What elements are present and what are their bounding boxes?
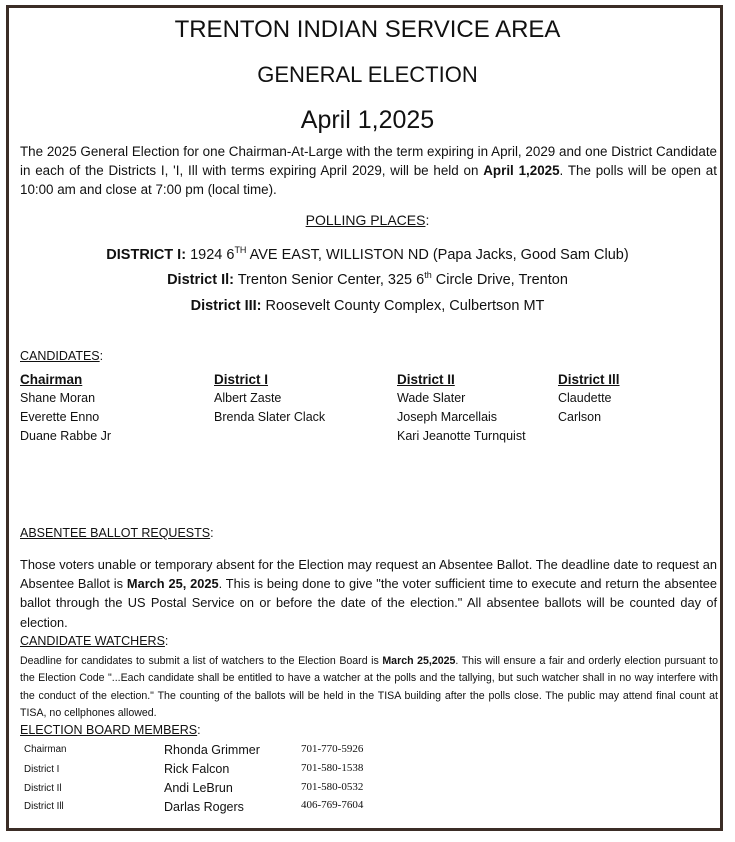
polling-colon: : — [425, 212, 430, 228]
district-2-sup: th — [424, 270, 432, 280]
polling-heading-text: POLLING PLACES — [305, 212, 426, 228]
board-name: Rhonda Grimmer — [164, 743, 260, 757]
candidate-name: Kari Jeanotte Turnquist — [397, 429, 526, 443]
header-title: TRENTON INDIAN SERVICE AREA — [174, 16, 561, 43]
polling-district-2 — [0, 270, 735, 288]
candidates-district-1-column — [214, 370, 325, 427]
board-colon: : — [197, 723, 201, 737]
candidates-district-3-column — [558, 370, 620, 427]
board-row — [0, 761, 735, 780]
candidate-name: Albert Zaste — [214, 391, 282, 405]
board-role: District Ill — [24, 801, 64, 812]
district-1-sup: TH — [234, 245, 247, 255]
absentee-label-text: ABSENTEE BALLOT REQUESTS — [20, 526, 211, 540]
polling-district-1 — [0, 245, 735, 263]
board-phone: 701-770-5926 — [301, 743, 364, 755]
board-name: Andi LeBrun — [164, 781, 233, 795]
intro-text-end: . The polls will be open at 10:00 am and close at 7:00 pm (local time). — [20, 163, 717, 197]
board-label — [20, 723, 201, 737]
district-1-address: AVE EAST, WILLISTON ND (Papa Jacks, Good Sam Club) — [246, 247, 629, 263]
column-heading: District II — [397, 372, 455, 387]
column-heading: District I — [214, 372, 269, 387]
board-phone: 701-580-1538 — [301, 762, 364, 774]
district-1-number: 1924 6 — [190, 247, 235, 263]
board-phone: 701-580-0532 — [301, 781, 364, 793]
board-row — [0, 799, 735, 818]
header-subtitle: GENERAL ELECTION — [257, 62, 478, 87]
board-row — [0, 742, 735, 761]
candidate-name: Shane Moran — [20, 391, 96, 405]
candidate-name: Wade Slater — [397, 391, 466, 405]
polling-places-heading — [0, 212, 735, 228]
election-date: April 1,2025 — [300, 106, 435, 134]
district-3-address: Roosevelt County Complex, Culbertson MT — [265, 298, 545, 314]
district-2-address: Trenton Senior Center, 325 6 — [237, 272, 425, 288]
board-label-text: ELECTION BOARD MEMBERS — [20, 723, 198, 737]
board-name: Darlas Rogers — [164, 800, 244, 814]
intro-date: April 1,2025 — [483, 163, 560, 178]
intro-paragraph — [20, 142, 717, 199]
candidate-name: Joseph Marcellais — [397, 410, 498, 424]
candidates-district-2-column — [397, 370, 526, 446]
watchers-text-end: . This will ensure a fair and orderly election pursuant to the Election Code "...Each candidate shall be entitled to have a watcher at the polls and the tallying, but such watcher shall in no way interfere with the conduct of the election." The counting of the ballots will be held in the TISA building after the polls close. The public may attend final count at TISA, no cellphones allowed. — [20, 655, 718, 719]
absentee-text-end: . This is being done to give "the voter sufficient time to execute and return the absentee ballot through the US Postal Service on or before the date of the election." All absentee ballots will be counted day of election. — [20, 576, 718, 630]
watchers-colon: : — [164, 634, 169, 648]
absentee-paragraph — [20, 555, 717, 632]
district-3-label: District III: — [190, 298, 262, 314]
candidates-label — [20, 349, 103, 363]
candidate-name: Duane Rabbe Jr — [20, 429, 112, 443]
polling-district-3 — [0, 298, 735, 314]
district-2-label: District Il: — [167, 272, 234, 288]
absentee-label — [20, 526, 214, 540]
board-row — [0, 780, 735, 799]
candidate-name: Carlson — [558, 410, 602, 424]
column-heading: Chairman — [20, 372, 83, 387]
absentee-date: March 25, 2025 — [126, 576, 219, 592]
absentee-colon: : — [210, 526, 214, 540]
district-2-address-end: Circle Drive, Trenton — [431, 272, 568, 288]
board-name: Rick Falcon — [164, 762, 230, 776]
candidates-chairman-column — [20, 370, 111, 446]
board-role: District I — [24, 764, 60, 775]
board-phone: 406-769-7604 — [301, 799, 364, 811]
board-role: District Il — [24, 783, 62, 794]
candidate-name: Brenda Slater Clack — [214, 410, 326, 424]
column-heading: District Ill — [558, 372, 620, 387]
watchers-label — [20, 634, 168, 648]
watchers-paragraph — [20, 653, 718, 722]
watchers-label-text: CANDIDATE WATCHERS — [20, 634, 165, 648]
intro-text: The 2025 General Election for one Chairman-At-Large with the term expiring in April, 2029 and one District Candidate in each of the Districts I, 'I, Ill with terms expiring April 2029, will be held on — [20, 144, 717, 178]
district-1-label: DISTRICT I: — [106, 247, 187, 263]
watchers-text: Deadline for candidates to submit a list of watchers to the Election Board is — [20, 655, 383, 667]
candidate-name: Everette Enno — [20, 410, 100, 424]
absentee-text: Those voters unable or temporary absent for the Election may request an Absentee Ballot. The deadline date to request an Absentee Ballot is — [20, 557, 717, 592]
candidate-name: Claudette — [558, 391, 612, 405]
watchers-date: March 25,2025 — [382, 655, 456, 667]
candidates-colon: : — [99, 349, 104, 363]
board-role: Chairman — [24, 744, 67, 755]
candidates-label-text: CANDIDATES — [20, 349, 100, 363]
